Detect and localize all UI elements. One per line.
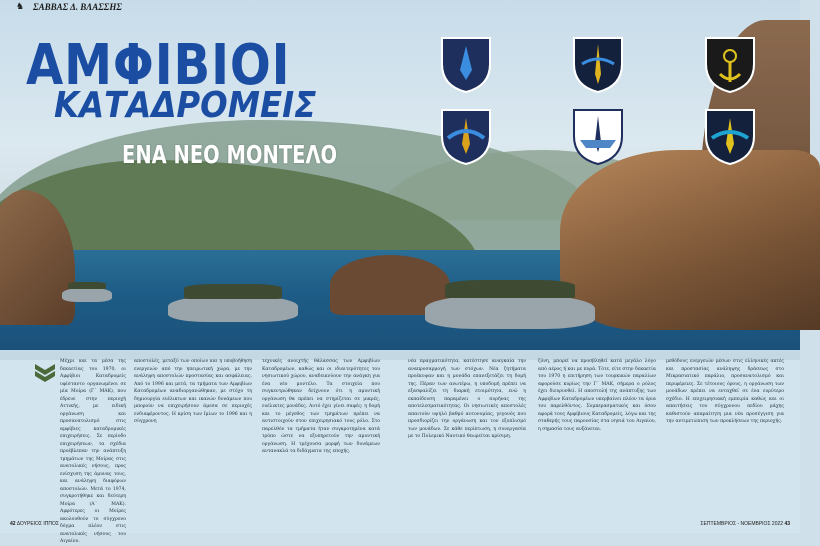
page-number-left: 42 [10, 521, 16, 527]
right-rocks [560, 150, 820, 330]
headline: ΑΜΦΙΒΙΟΙ [26, 33, 291, 98]
magazine-title: ΔΟΥΡΕΙΟΣ ΙΠΠΟΣ [16, 521, 60, 527]
article-column-3: τεχνικές ανοιχτής θάλασσας των Αμφιβίων Καταδρομέων, καθώς και οι ιδιαιτερότητες του νησιωτικού χώρου, αναδεικνύουν την ανάγκη για ένα νέο μοντέλο. Τα στοιχεία που συγκεντρώθηκαν δείχνουν ότι η αμυντική οργάνωση θα πρέπει να στηρίζεται σε μικρές, ευέλικτες μονάδες. Αυτό έχει γίνει σαφές: η δομή και το μέγεθος των τμημάτων πρέπει να αντιστοιχούν στον επιχειρησιακό τους ρόλο. Στο παρελθόν τα τμήματα ήταν συγκροτημένα κατά τρόπο ώστε να εξυπηρετούν την αμυντική οργάνωση. Η τρέχουσα μορφή των δυνάμεων αντανακλά τα διδάγματα της εποχής. [262, 359, 380, 454]
article-column-4: νέα πραγματικότητα, κατέστησε αναγκαία την αναπροσαρμογή των στόχων. Νέα ζητήματα προέκυψαν και η μονάδα επανεξετάζει τη δομή της. Πέραν των ανωτέρω, η υποδομή πρέπει να εξασφαλίζει τη διαρκή ετοιμότητα, ενώ η εκπαίδευση παραμένει ο πυρήνας της αποτελεσματικότητας. Οι νησιωτικές αποστολές απαιτούν υψηλό βαθμό αυτονομίας, γεγονός που προσδιορίζει την οργάνωση και τον εξοπλισμό των μονάδων. Σε κάθε περίπτωση, η συνεργασία με το Πολεμικό Ναυτικό θεωρείται κρίσιμη. [408, 359, 526, 439]
author-name: ΣΑΒΒΑΣ Δ. ΒΛΑΣΣΗΣ [33, 2, 122, 12]
unit-badge-1 [438, 34, 494, 94]
boat-far-left [62, 288, 112, 302]
issue-date: ΣΕΠΤΕΜΒΡΙΟΣ - ΝΟΕΜΒΡΙΟΣ 2022 [700, 521, 784, 527]
unit-badge-5 [570, 106, 626, 166]
unit-badge-2 [570, 34, 626, 94]
unit-badge-4 [438, 106, 494, 166]
footer-left [10, 521, 59, 527]
article-column-6: μεθόδους ενεργειών μέσων στις ελληνικές ακτές και προστασίας ανάληψης δράσεως στο Μικρασιατικό παράλιο, προσανατολισμό και περιφέρειες. Σε τέτοιους όρους, η οργάνωση των μονάδων πρέπει να ενταχθεί σε ένα ευρύτερο σχέδιο. Η επιχειρησιακή εμπειρία καθώς και οι απαιτήσεις του σύγχρονου πεδίου μάχης καθιστούν απαραίτητη μια νέα προσέγγιση για την αντιμετώπιση των προκλήσεων της περιοχής. [666, 359, 784, 424]
subheadline: ΕΝΑ ΝΕΟ ΜΟΝΤΕΛΟ [122, 140, 338, 169]
headline-second-line: ΚΑΤΑΔΡΟΜΕΙΣ [54, 85, 317, 126]
page-number-right: 43 [784, 521, 790, 527]
article-column-2: αποστολές, μεταξύ των οποίων και η υποβοήθηση ενεργειών από την ηπειρωτική χώρα, με την ανάληψη αποστολών προστασίας και ασφάλειας. Από το 1996 και μετά, τα τμήματα των Αμφιβίων Καταδρομέων αναδιοργανώθηκαν, με στόχο τη δημιουργία ευέλικτων και ικανών δυνάμεων που μπορούν να επιχειρήσουν άμεσα σε περιοχές ενδιαφέροντος. Η κρίση των Ιμίων το 1996 και η σύγχρονη [134, 359, 252, 424]
unit-badge-3 [702, 34, 758, 94]
article-column-5: ζόνη, μπορεί να προσβληθεί κατά μεγάλο λόγο από αέρος ή και με πυρά. Τότε, είτε στην δεκαετία του 1970 η επιτήρηση των τουρκικών παραλίων αφορούσε κυρίως την Γ΄ ΜΑΚ, σήμερα ο ρόλος έχει διευρυνθεί. Η αποστολή της ανάπτυξης των Αμφιβίων Καταδρομέων υπερβαίνει πλέον τα όρια του παρελθόντος. Συμπερασματικός και όσον αφορά τους Αμφίβιους Καταδρομείς, λόγω και της σταθερής τους παρουσίας στα νησιά του Αιγαίου, η σημασία τους αυξάνεται. [538, 359, 656, 432]
boat-right [425, 295, 595, 329]
rank-chevron-icon [33, 362, 57, 384]
horse-icon: ♞ [16, 2, 25, 12]
boat-middle [168, 296, 298, 322]
article-column-1: Μέχρι και τα μέσα της δεκαετίας του 1970, οι Αμφίβιοι Καταδρομείς υφίσταντο οργανωμένοι σε μία Μοίρα (Γ΄ ΜΑΚ), που έδρευε στην περιοχή Αττικής, με ειδική οργάνωση και προσανατολισμό στις αμφίβιες καταδρομικές επιχειρήσεις. Σε περίοδο επιχειρήσεων, τα σχέδια προέβλεπαν την ανάπτυξη τμημάτων της Μοίρας στις ανατολικές νήσους, προς ενίσχυση της άμυνας τους, και ανάληψη διαφόρων αποστολών. Μετά το 1974, συγκροτήθηκε και δεύτερη Μοίρα (Α΄ ΜΑΚ). Αμφότερες οι Μοίρες ακολουθούν το σύγχρονο δόγμα πλέον στις ανατολικές νήσους του Αιγαίου. [60, 359, 126, 544]
unit-badge-6 [702, 106, 758, 166]
footer-right [700, 521, 790, 527]
